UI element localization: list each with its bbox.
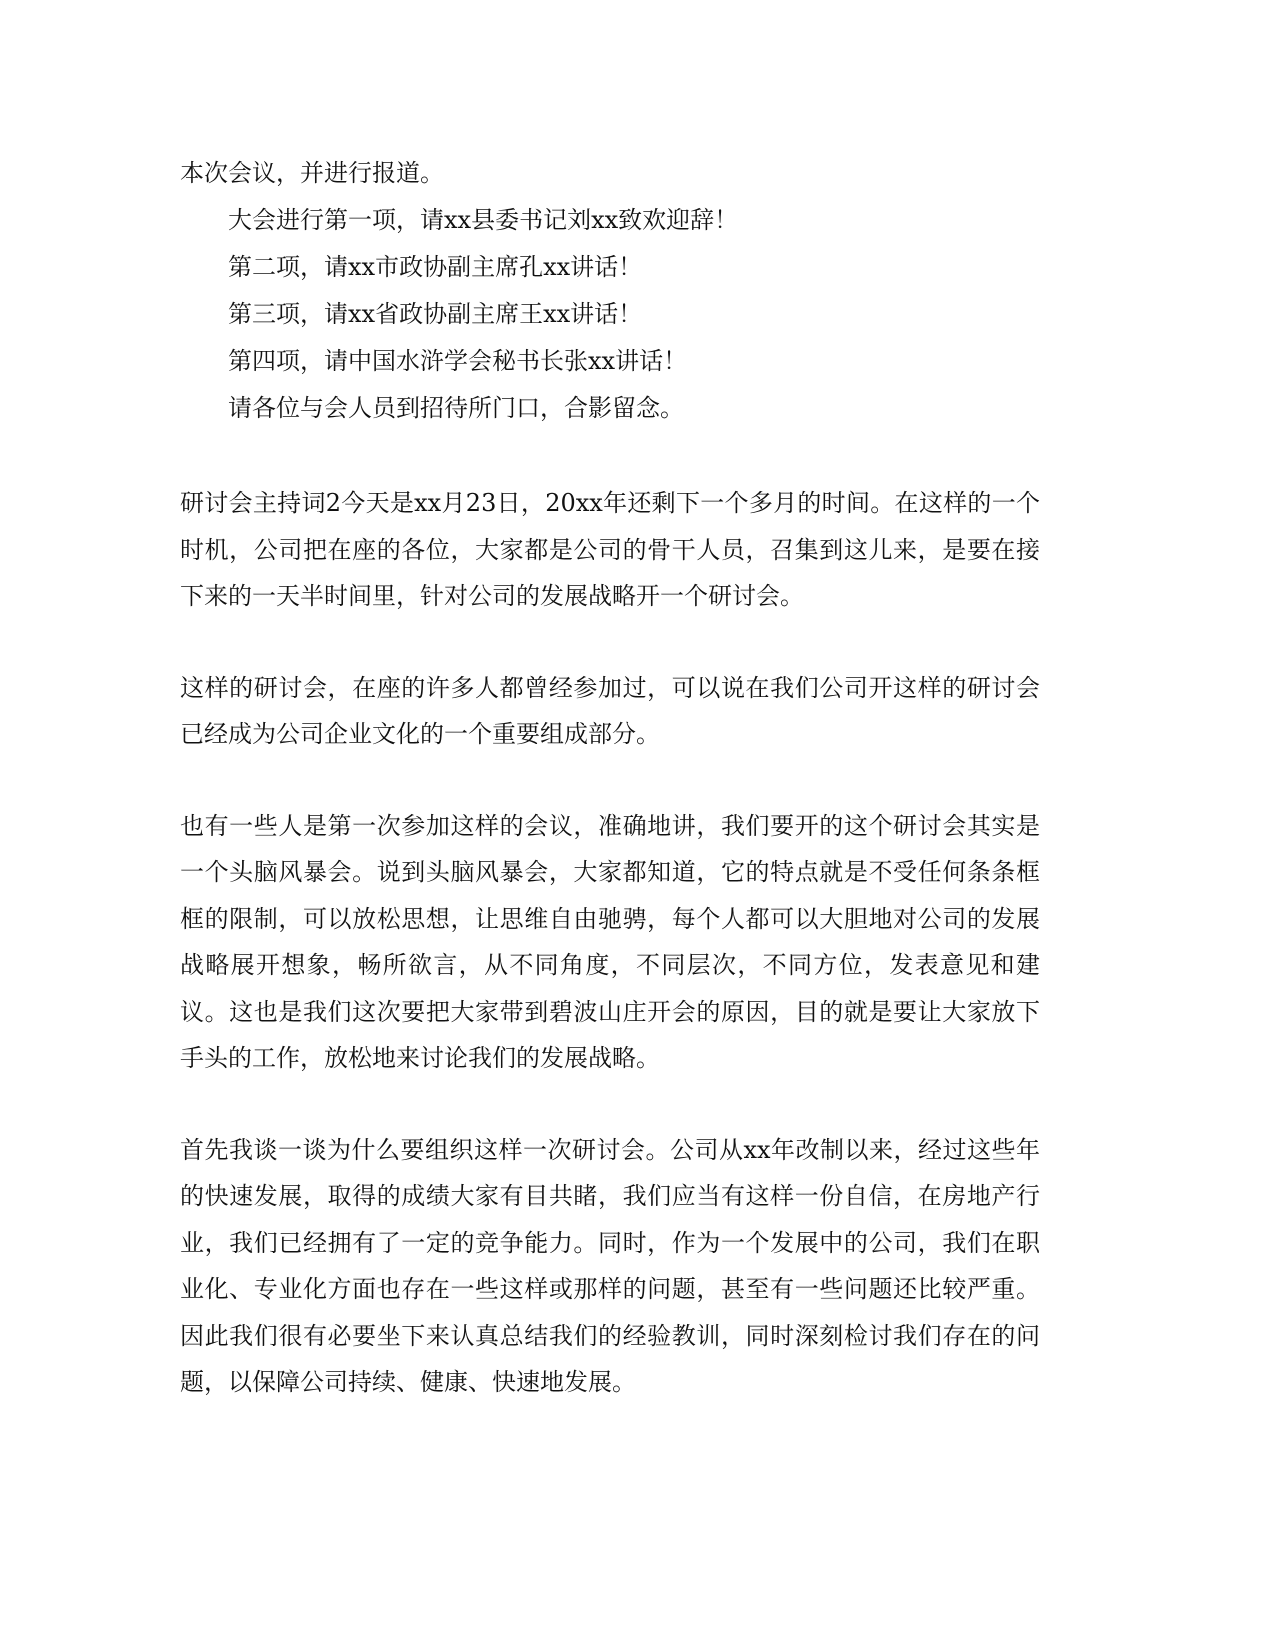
agenda-item: 第四项，请中国水浒学会秘书长张xx讲话！ [228,347,688,375]
document-page [180,150,1040,1406]
agenda-item: 第二项，请xx市政协副主席孔xx讲话！ [228,253,643,281]
paragraph: 也有一些人是第一次参加这样的会议，准确地讲，我们要开的这个研讨会其实是一个头脑风暴会。说到头脑风暴会，大家都知道，它的特点就是不受任何条条框框的限制，可以放松思想，让思维自由驰骋，每个人都可以大胆地对公司的发展战略展开想象，畅所欲言，从不同角度，不同层次，不同方位，发表意见和建议。这也是我们这次要把大家带到碧波山庄开会的原因，目的就是要让大家放下手头的工作，放松地来讨论我们的发展战略。 [180,811,1040,1072]
paragraph: 这样的研讨会，在座的许多人都曾经参加过，可以说在我们公司开这样的研讨会已经成为公司企业文化的一个重要组成部分。 [180,673,1040,748]
agenda-item: 大会进行第一项，请xx县委书记刘xx致欢迎辞！ [228,206,739,234]
paragraph: 首先我谈一谈为什么要组织这样一次研讨会。公司从xx年改制以来，经过这些年的快速发展，取得的成绩大家有目共睹，我们应当有这样一份自信，在房地产行业，我们已经拥有了一定的竞争能力。同时，作为一个发展中的公司，我们在职业化、专业化方面也存在一些这样或那样的问题，甚至有一些问题还比较严重。因此我们很有必要坐下来认真总结我们的经验教训，同时深刻检讨我们存在的问题，以保障公司持续、健康、快速地发展。 [180,1135,1040,1396]
agenda-item: 请各位与会人员到招待所门口，合影留念。 [228,394,684,422]
agenda-item: 第三项，请xx省政协副主席王xx讲话！ [228,300,643,328]
paragraph: 研讨会主持词2今天是xx月23日，20xx年还剩下一个多月的时间。在这样的一个时机，公司把在座的各位，大家都是公司的骨干人员，召集到这儿来，是要在接下来的一天半时间里，针对公司的发展战略开一个研讨会。 [180,489,1040,610]
text-line: 本次会议，并进行报道。 [180,159,444,187]
